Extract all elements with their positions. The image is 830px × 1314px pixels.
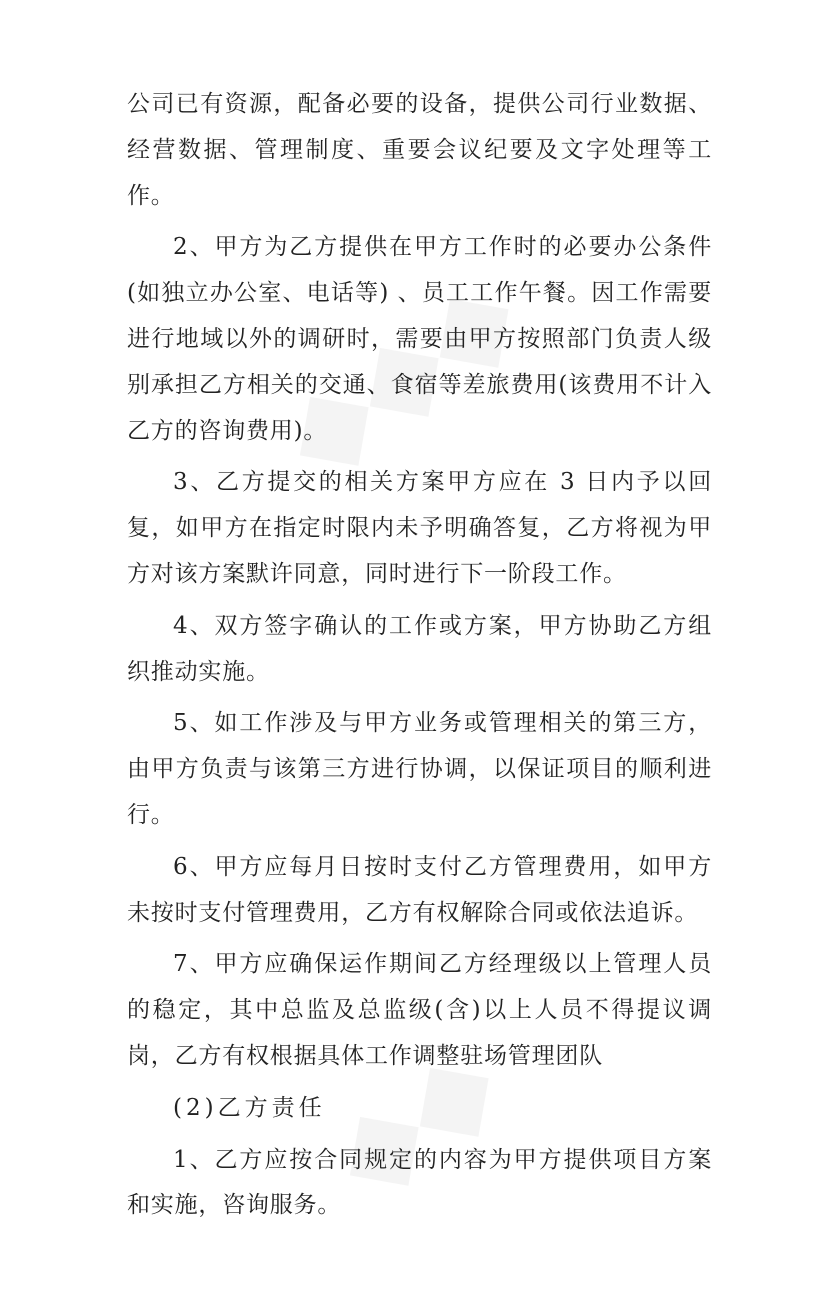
paragraph-item-5: 5、如工作涉及与甲方业务或管理相关的第三方，由甲方负责与该第三方进行协调，以保证项目的顺利进行。 [127, 710, 712, 828]
paragraph-section-item-1: 1、乙方应按合同规定的内容为甲方提供项目方案和实施，咨询服务。 [127, 1146, 712, 1219]
paragraph-item-4: 4、双方签字确认的工作或方案，甲方协助乙方组织推动实施。 [127, 612, 712, 685]
paragraph-item-6: 6、甲方应每月日按时支付乙方管理费用，如甲方未按时支付管理费用，乙方有权解除合同或依法追诉。 [127, 853, 712, 926]
section-heading: (2)乙方责任 [173, 1094, 326, 1121]
paragraph-item-2: 2、甲方为乙方提供在甲方工作时的必要办公条件(如独立办公室、电话等) 、员工工作午餐。因工作需要进行地域以外的调研时，需要由甲方按照部门负责人级别承担乙方相关的交通、食宿等差旅费用(该费用不计入乙方的咨询费用)。 [127, 234, 712, 444]
paragraph-continuation: 公司已有资源，配备必要的设备，提供公司行业数据、经营数据、管理制度、重要会议纪要及文字处理等工作。 [127, 91, 712, 209]
paragraph-item-7: 7、甲方应确保运作期间乙方经理级以上管理人员的稳定，其中总监及总监级(含)以上人员不得提议调岗，乙方有权根据具体工作调整驻场管理团队 [127, 951, 712, 1069]
paragraph-item-3: 3、乙方提交的相关方案甲方应在 3 日内予以回复，如甲方在指定时限内未予明确答复，乙方将视为甲方对该方案默许同意，同时进行下一阶段工作。 [127, 469, 712, 587]
